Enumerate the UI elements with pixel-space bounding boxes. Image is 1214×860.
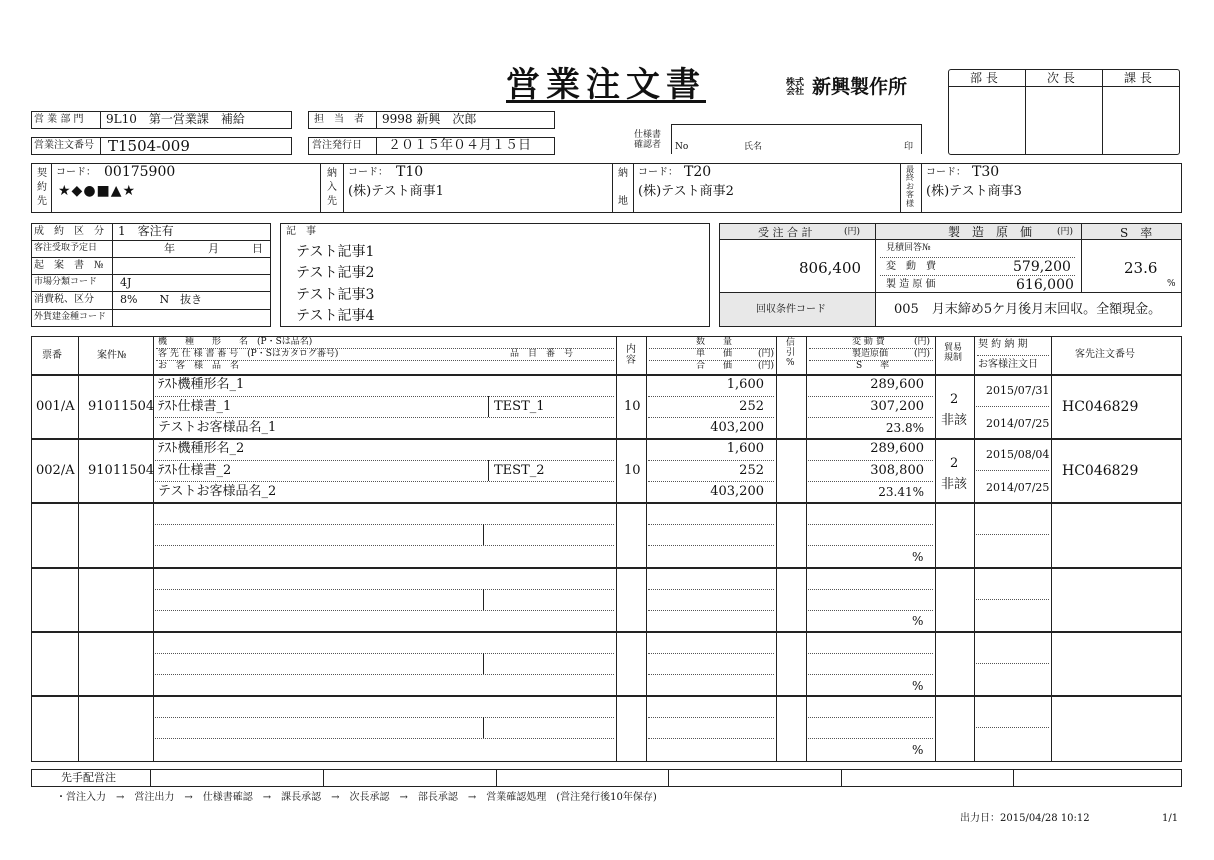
issue-date-value: ２０１５年０４月１５日 xyxy=(388,138,532,153)
cell-seq: 002/A xyxy=(36,463,75,478)
th-seq: 票番 xyxy=(42,350,62,361)
cell-cust-name: テストお客様品名_2 xyxy=(158,484,277,499)
cell-var: 289,600 xyxy=(870,441,924,456)
collect-label: 回収条件コード xyxy=(756,304,826,315)
party-delivery-code-label: コード： xyxy=(348,167,388,178)
party-location-label: 納 地 xyxy=(618,168,628,207)
cell-trade-status: 非該 xyxy=(941,413,968,428)
dept-label: 営 業 部 門 xyxy=(34,114,84,125)
notes-label: 記 事 xyxy=(286,226,316,237)
th-item-no: 品 目 番 号 xyxy=(510,349,574,359)
cell-item: TEST_1 xyxy=(494,399,545,414)
advance-order-label: 先手配営注 xyxy=(61,771,116,784)
party-final-code: T30 xyxy=(972,164,1000,180)
cell-qty: 1,600 xyxy=(726,377,764,392)
cell-spec: ﾃｽﾄ仕様書_2 xyxy=(158,463,232,478)
s-rate-label: S 率 xyxy=(1120,226,1153,240)
cell-delivery: 2015/07/31 xyxy=(986,384,1050,397)
empty-pct: % xyxy=(912,614,924,628)
mfg-label: 製 造 原 価 xyxy=(886,279,936,290)
total-unit: (円) xyxy=(844,227,861,237)
th-var-cost: 変 動 費 xyxy=(852,337,885,347)
dept-value: 9L10 第一営業課 補給 xyxy=(106,112,245,126)
th-cust-order: 客先注文番号 xyxy=(1075,349,1135,360)
th-qty: 数 量 xyxy=(696,337,733,347)
party-delivery-label: 納 入 先 xyxy=(327,168,337,207)
approval-kacho: 課 長 xyxy=(1124,71,1152,85)
cell-spec: ﾃｽﾄ仕様書_1 xyxy=(158,399,232,414)
party-contract-code: 00175900 xyxy=(104,164,176,180)
cell-case: 91011504 xyxy=(88,463,155,478)
note-line-1: テスト記事1 xyxy=(296,244,375,260)
th-spec: 客 先 仕 様 書 番 号 (P・Sはカタログ番号) xyxy=(158,349,339,359)
th-unit-price: 単 価 xyxy=(696,349,733,359)
cell-price: 252 xyxy=(739,399,764,414)
advance-order-row xyxy=(31,769,1182,787)
party-location-name: (株)テスト商事2 xyxy=(638,184,734,199)
party-location-code: T20 xyxy=(684,164,712,180)
cond-value-0: 1 客注有 xyxy=(118,224,174,238)
party-contract-label: 契 約 先 xyxy=(37,168,47,207)
th-amount-unit: (円) xyxy=(758,361,775,371)
cell-model: ﾃｽﾄ機種形名_1 xyxy=(158,377,245,392)
cond-value-3: 4J xyxy=(120,276,132,289)
cell-trade-code: 2 xyxy=(950,392,959,407)
cell-mfg: 308,800 xyxy=(870,463,924,478)
empty-pct: % xyxy=(912,743,924,757)
empty-pct: % xyxy=(912,550,924,564)
party-final-name: (株)テスト商事3 xyxy=(926,184,1022,199)
page-title: 営業注文書 xyxy=(506,65,706,105)
cell-mfg: 307,200 xyxy=(870,399,924,414)
th-unit-price-unit: (円) xyxy=(758,349,775,359)
cell-qty: 1,600 xyxy=(726,441,764,456)
cell-price: 252 xyxy=(739,463,764,478)
th-mfg-cost-unit: (円) xyxy=(914,349,931,359)
spec-name-label: 氏名 xyxy=(744,142,763,152)
cell-cust-order: HC046829 xyxy=(1062,399,1139,415)
cond-value-4: 8% N 抜き xyxy=(120,293,203,306)
th-mfg-cost: 製造原価 xyxy=(852,349,889,359)
cond-value-1: 年 月 日 xyxy=(164,242,263,255)
cost-label: 製 造 原 価 xyxy=(948,225,1033,239)
cell-cust-order: HC046829 xyxy=(1062,463,1139,479)
cell-srate: 23.41% xyxy=(878,485,924,499)
th-credit: 信 引 % xyxy=(786,338,796,368)
spec-confirm-field xyxy=(671,124,922,154)
mfg-value: 616,000 xyxy=(1016,277,1074,293)
cond-label-1: 客注受取予定日 xyxy=(34,243,98,253)
cell-item: TEST_2 xyxy=(494,463,545,478)
approval-bucho: 部 長 xyxy=(970,71,998,85)
empty-pct: % xyxy=(912,679,924,693)
cell-var: 289,600 xyxy=(870,377,924,392)
th-var-cost-unit: (円) xyxy=(914,337,931,347)
note-line-2: テスト記事2 xyxy=(296,265,375,281)
estimate-label: 見積回答№ xyxy=(886,243,931,253)
cell-seq: 001/A xyxy=(36,399,75,414)
cond-label-2: 起 案 書 № xyxy=(34,260,104,271)
cond-label-5: 外貨建金種コード xyxy=(34,312,107,322)
cond-label-4: 消費税、区分 xyxy=(34,294,94,305)
total-value: 806,400 xyxy=(799,259,862,277)
cell-cust-date: 2014/07/25 xyxy=(986,481,1050,494)
party-final-label: 最 終 お 客 様 xyxy=(906,165,914,208)
company-prefix: 株式 会社 xyxy=(786,78,805,98)
cell-trade-code: 2 xyxy=(950,456,959,471)
note-line-3: テスト記事3 xyxy=(296,287,375,303)
th-amount: 合 価 xyxy=(696,361,733,371)
page-number: 1/1 xyxy=(1162,813,1179,824)
th-model: 機 種 形 名 (P・Sは品名) xyxy=(158,337,313,347)
cell-amount: 403,200 xyxy=(710,420,764,435)
person-value: 9998 新興 次郎 xyxy=(382,112,477,126)
cell-cust-date: 2014/07/25 xyxy=(986,417,1050,430)
cond-label-0: 成 約 区 分 xyxy=(34,226,104,237)
cell-cust-name: テストお客様品名_1 xyxy=(158,420,277,435)
issue-date-label: 営注発行日 xyxy=(312,140,362,151)
cost-unit: (円) xyxy=(1057,227,1074,237)
cell-case: 91011504 xyxy=(88,399,155,414)
collect-value: 005 月末締め5ケ月後月末回収。全額現金。 xyxy=(894,302,1162,317)
workflow-note: ・営注入力 → 営注出力 → 仕様書確認 → 課長承認 → 次長承認 → 部長承認 → 営業確認処理 (営注発行後10年保存) xyxy=(56,792,657,803)
th-cust-date: お客様注文日 xyxy=(978,359,1038,370)
cell-content: 10 xyxy=(624,463,641,478)
s-rate-value: 23.6 xyxy=(1124,259,1158,277)
th-case: 案件№ xyxy=(97,350,127,361)
th-cust-name: お 客 様 品 名 xyxy=(158,361,240,371)
order-no-value: T1504-009 xyxy=(108,137,190,155)
party-contract-name: ★◆●■▲★ xyxy=(58,183,137,199)
spec-seal-label: 印 xyxy=(904,142,914,152)
th-delivery: 契 約 納 期 xyxy=(978,339,1028,350)
variable-label: 変 動 費 xyxy=(886,261,936,272)
variable-value: 579,200 xyxy=(1013,259,1071,275)
person-label: 担 当 者 xyxy=(314,114,364,125)
note-line-4: テスト記事4 xyxy=(296,308,375,324)
output-date: 出力日：2015/04/28 10:12 xyxy=(960,813,1090,824)
th-s-rate: S 率 xyxy=(856,361,890,371)
s-rate-unit: % xyxy=(1167,279,1176,289)
party-location-code-label: コード： xyxy=(638,167,678,178)
th-trade: 貿易 規制 xyxy=(944,343,963,363)
cell-trade-status: 非該 xyxy=(941,477,968,492)
spec-no-label: No xyxy=(675,142,689,152)
party-delivery-code: T10 xyxy=(396,164,424,180)
order-no-label: 営業注文番号 xyxy=(34,140,94,151)
cell-model: ﾃｽﾄ機種形名_2 xyxy=(158,441,245,456)
cell-delivery: 2015/08/04 xyxy=(986,448,1050,461)
party-contract-code-label: コード： xyxy=(56,167,96,178)
cell-content: 10 xyxy=(624,399,641,414)
party-delivery-name: (株)テスト商事1 xyxy=(348,184,444,199)
party-final-code-label: コード： xyxy=(926,167,966,178)
spec-confirm-label: 仕様書 確認者 xyxy=(634,130,662,150)
th-content: 内 容 xyxy=(626,344,636,366)
total-label: 受 注 合 計 xyxy=(758,226,813,239)
company-name: 新興製作所 xyxy=(812,76,908,98)
cell-amount: 403,200 xyxy=(710,484,764,499)
cell-srate: 23.8% xyxy=(885,421,924,435)
approval-jicho: 次 長 xyxy=(1047,71,1075,85)
cond-label-3: 市場分類コード xyxy=(34,277,98,287)
